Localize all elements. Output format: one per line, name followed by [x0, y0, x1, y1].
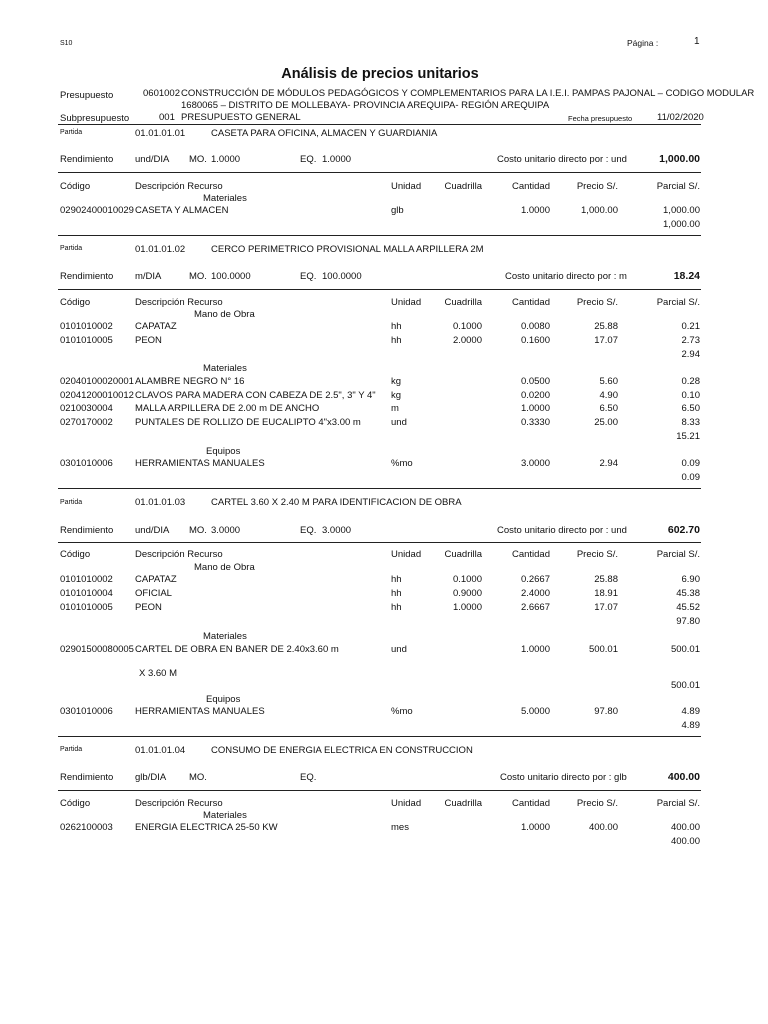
subtotal-materiales: 400.00 [670, 836, 700, 847]
header-divider [58, 124, 701, 125]
eq-label: EQ. [300, 271, 317, 282]
page-title: Análisis de precios unitarios [281, 66, 479, 82]
mo-value: 1.0000 [211, 154, 241, 165]
section-divider [58, 790, 701, 791]
row-cantidad: 0.3330 [520, 417, 550, 428]
subtotal-materiales: 15.21 [676, 431, 700, 442]
rendimiento-unit: m/DIA [135, 271, 162, 282]
partida-code: 01.01.01.03 [135, 497, 186, 508]
col-precio: Precio S/. [576, 549, 618, 560]
col-codigo: Código [60, 181, 91, 192]
col-cantidad: Cantidad [511, 297, 550, 308]
col-unidad: Unidad [391, 798, 422, 809]
presupuesto-desc-line1: CONSTRUCCIÓN DE MÓDULOS PEDAGÓGICOS Y COMPLEMENTARIOS PARA LA I.E.I. PAMPAS PAJONAL – CODIGO MODULAR [181, 88, 755, 99]
subtotal-mano-de-obra: 2.94 [681, 349, 700, 360]
partida-desc: CARTEL 3.60 X 2.40 M PARA IDENTIFICACION DE OBRA [211, 497, 462, 508]
partida-code: 01.01.01.02 [135, 244, 186, 255]
presupuesto-label: Presupuesto [60, 90, 114, 101]
col-parcial: Parcial S/. [656, 549, 700, 560]
row-unidad: %mo [391, 458, 413, 469]
subtotal-equipos: 4.89 [681, 720, 700, 731]
row-parcial: 500.01 [670, 644, 700, 655]
costo-value: 602.70 [667, 524, 700, 536]
row-codigo: 0101010002 [60, 321, 113, 332]
row-cantidad: 1.0000 [520, 205, 550, 216]
row-descripcion: PEON [135, 335, 162, 346]
row-precio: 400.00 [588, 822, 618, 833]
col-precio: Precio S/. [576, 297, 618, 308]
rendimiento-label: Rendimiento [60, 154, 114, 165]
subtotal-mano-de-obra: 97.80 [676, 616, 700, 627]
subpresupuesto-desc: PRESUPUESTO GENERAL [181, 112, 301, 123]
col-cantidad: Cantidad [511, 181, 550, 192]
row-descripcion: CAPATAZ [135, 321, 177, 332]
row-descripcion: CLAVOS PARA MADERA CON CABEZA DE 2.5", 3" Y 4" [135, 390, 376, 401]
col-parcial: Parcial S/. [656, 297, 700, 308]
col-parcial: Parcial S/. [656, 181, 700, 192]
col-descripcion: Descripción Recurso [135, 549, 223, 560]
row-parcial: 0.21 [681, 321, 700, 332]
section-divider [58, 172, 701, 173]
row-cantidad: 2.4000 [520, 588, 550, 599]
mo-value: 3.0000 [211, 525, 241, 536]
group-mano-de-obra: Mano de Obra [194, 309, 255, 320]
row-descripcion: CARTEL DE OBRA EN BANER DE 2.40x3.60 m [135, 644, 339, 655]
col-unidad: Unidad [391, 297, 422, 308]
row-unidad: glb [391, 205, 404, 216]
col-descripcion: Descripción Recurso [135, 798, 223, 809]
row-codigo: 02902400010029 [60, 205, 134, 216]
row-codigo: 02040100020001 [60, 376, 134, 387]
col-codigo: Código [60, 297, 91, 308]
partida-code: 01.01.01.01 [135, 128, 186, 139]
group-materiales: Materiales [203, 363, 247, 374]
row-codigo: 0101010005 [60, 335, 113, 346]
row-precio: 4.90 [599, 390, 618, 401]
col-unidad: Unidad [391, 181, 422, 192]
rendimiento-label: Rendimiento [60, 525, 114, 536]
row-cuadrilla: 1.0000 [452, 602, 482, 613]
row-unidad: kg [391, 390, 402, 401]
eq-value: 3.0000 [322, 525, 352, 536]
row-codigo: 0101010004 [60, 588, 113, 599]
row-descripcion: ALAMBRE NEGRO N° 16 [135, 376, 245, 387]
partida-divider [58, 488, 701, 489]
row-precio: 25.00 [594, 417, 618, 428]
rendimiento-unit: und/DIA [135, 154, 170, 165]
rendimiento-label: Rendimiento [60, 271, 114, 282]
col-cuadrilla: Cuadrilla [444, 297, 482, 308]
row-precio: 2.94 [599, 458, 618, 469]
row-descripcion: HERRAMIENTAS MANUALES [135, 458, 265, 469]
row-unidad: hh [391, 335, 402, 346]
row-precio: 5.60 [599, 376, 618, 387]
row-parcial: 0.10 [681, 390, 700, 401]
col-precio: Precio S/. [576, 181, 618, 192]
row-parcial: 8.33 [681, 417, 700, 428]
eq-value: 1.0000 [322, 154, 352, 165]
row-cantidad: 3.0000 [520, 458, 550, 469]
costo-label: Costo unitario directo por : glb [500, 772, 627, 783]
row-cuadrilla: 2.0000 [452, 335, 482, 346]
costo-label: Costo unitario directo por : und [497, 525, 627, 536]
partida-desc: CONSUMO DE ENERGIA ELECTRICA EN CONSTRUCCION [211, 745, 473, 756]
group-mano-de-obra: Mano de Obra [194, 562, 255, 573]
partida-divider [58, 736, 701, 737]
row-descripcion: HERRAMIENTAS MANUALES [135, 706, 265, 717]
row-descripcion: CASETA Y ALMACEN [135, 205, 229, 216]
row-codigo: 02041200010012 [60, 390, 134, 401]
mo-label: MO. [189, 154, 207, 165]
row-parcial: 1,000.00 [663, 205, 700, 216]
section-divider [58, 289, 701, 290]
row-cantidad: 1.0000 [520, 644, 550, 655]
page-number: 1 [694, 36, 700, 47]
mo-value: 100.0000 [211, 271, 251, 282]
eq-label: EQ. [300, 525, 317, 536]
costo-label: Costo unitario directo por : und [497, 154, 627, 165]
row-cantidad: 0.2667 [520, 574, 550, 585]
col-cantidad: Cantidad [511, 549, 550, 560]
row-parcial: 0.09 [681, 458, 700, 469]
row-codigo: 0301010006 [60, 458, 113, 469]
row-descripcion: PEON [135, 602, 162, 613]
partida-label: Partida [60, 129, 83, 136]
row-unidad: hh [391, 574, 402, 585]
col-descripcion: Descripción Recurso [135, 297, 223, 308]
partida-desc: CASETA PARA OFICINA, ALMACEN Y GUARDIANIA [211, 128, 438, 139]
row-precio: 6.50 [599, 403, 618, 414]
row-descripcion: MALLA ARPILLERA DE 2.00 m DE ANCHO [135, 403, 320, 414]
row-parcial: 6.90 [681, 574, 700, 585]
row-precio: 18.91 [594, 588, 618, 599]
row-unidad: hh [391, 321, 402, 332]
col-cuadrilla: Cuadrilla [444, 549, 482, 560]
costo-label: Costo unitario directo por : m [505, 271, 627, 282]
row-unidad: hh [391, 588, 402, 599]
costo-value: 18.24 [673, 270, 700, 282]
mo-label: MO. [189, 772, 207, 783]
rendimiento-unit: glb/DIA [135, 772, 167, 783]
row-unidad: mes [391, 822, 409, 833]
costo-value: 1,000.00 [659, 153, 700, 165]
col-descripcion: Descripción Recurso [135, 181, 223, 192]
row-codigo: 0262100003 [60, 822, 113, 833]
row-codigo: 0101010005 [60, 602, 113, 613]
subpresupuesto-code: 001 [159, 112, 175, 123]
col-cuadrilla: Cuadrilla [444, 181, 482, 192]
row-codigo: 02901500080005 [60, 644, 134, 655]
eq-label: EQ. [300, 772, 317, 783]
col-cuadrilla: Cuadrilla [444, 798, 482, 809]
row-cantidad: 0.0080 [520, 321, 550, 332]
partida-code: 01.01.01.04 [135, 745, 186, 756]
subpresupuesto-label: Subpresupuesto [60, 113, 130, 124]
row-unidad: und [391, 417, 407, 428]
mo-label: MO. [189, 525, 207, 536]
col-cantidad: Cantidad [511, 798, 550, 809]
row-cantidad: 0.1600 [520, 335, 550, 346]
rendimiento-unit: und/DIA [135, 525, 170, 536]
group-materiales: Materiales [203, 193, 247, 204]
partida-desc: CERCO PERIMETRICO PROVISIONAL MALLA ARPILLERA 2M [211, 244, 484, 255]
row-parcial: 2.73 [681, 335, 700, 346]
col-precio: Precio S/. [576, 798, 618, 809]
row-codigo: 0210030004 [60, 403, 113, 414]
row-cantidad: 0.0200 [520, 390, 550, 401]
group-materiales: Materiales [203, 810, 247, 821]
row-parcial: 45.38 [676, 588, 700, 599]
row-precio: 17.07 [594, 335, 618, 346]
row-descripcion: PUNTALES DE ROLLIZO DE EUCALIPTO 4"x3.00 m [135, 417, 361, 428]
row-codigo: 0101010002 [60, 574, 113, 585]
subtotal-materiales: 1,000.00 [663, 219, 700, 230]
mo-label: MO. [189, 271, 207, 282]
row-unidad: m [391, 403, 399, 414]
costo-value: 400.00 [667, 771, 700, 783]
col-unidad: Unidad [391, 549, 422, 560]
row-descripcion: CAPATAZ [135, 574, 177, 585]
row-parcial: 0.28 [681, 376, 700, 387]
subtotal-equipos: 0.09 [681, 472, 700, 483]
row-cuadrilla: 0.1000 [452, 574, 482, 585]
eq-label: EQ. [300, 154, 317, 165]
rendimiento-label: Rendimiento [60, 772, 114, 783]
partida-label: Partida [60, 245, 83, 252]
group-equipos: Equipos [206, 446, 241, 457]
eq-value: 100.0000 [322, 271, 362, 282]
presupuesto-code: 0601002 [143, 88, 180, 99]
page-label: Página : [627, 38, 659, 48]
presupuesto-desc-line2: 1680065 – DISTRITO DE MOLLEBAYA- PROVINCIA AREQUIPA- REGIÓN AREQUIPA [181, 100, 550, 111]
row-parcial: 6.50 [681, 403, 700, 414]
fecha-label: Fecha presupuesto [568, 114, 633, 123]
row-cantidad: 5.0000 [520, 706, 550, 717]
row-codigo: 0270170002 [60, 417, 113, 428]
system-code: S10 [60, 40, 73, 47]
row-descripcion-continued: X 3.60 M [139, 668, 178, 679]
fecha-value: 11/02/2020 [657, 112, 704, 123]
row-cantidad: 2.6667 [520, 602, 550, 613]
row-cuadrilla: 0.1000 [452, 321, 482, 332]
row-precio: 17.07 [594, 602, 618, 613]
row-precio: 25.88 [594, 321, 618, 332]
row-codigo: 0301010006 [60, 706, 113, 717]
row-cantidad: 1.0000 [520, 403, 550, 414]
partida-label: Partida [60, 499, 83, 506]
partida-label: Partida [60, 746, 83, 753]
row-parcial: 45.52 [676, 602, 700, 613]
row-unidad: %mo [391, 706, 413, 717]
col-parcial: Parcial S/. [656, 798, 700, 809]
row-unidad: hh [391, 602, 402, 613]
row-parcial: 4.89 [681, 706, 700, 717]
row-cantidad: 1.0000 [520, 822, 550, 833]
row-cantidad: 0.0500 [520, 376, 550, 387]
section-divider [58, 542, 701, 543]
row-precio: 500.01 [588, 644, 618, 655]
group-equipos: Equipos [206, 694, 241, 705]
row-precio: 25.88 [594, 574, 618, 585]
col-codigo: Código [60, 549, 91, 560]
group-materiales: Materiales [203, 631, 247, 642]
row-descripcion: OFICIAL [135, 588, 172, 599]
partida-divider [58, 235, 701, 236]
subtotal-materiales: 500.01 [670, 680, 700, 691]
row-unidad: und [391, 644, 407, 655]
row-precio: 97.80 [594, 706, 618, 717]
row-descripcion: ENERGIA ELECTRICA 25-50 KW [135, 822, 278, 833]
row-unidad: kg [391, 376, 402, 387]
row-cuadrilla: 0.9000 [452, 588, 482, 599]
row-precio: 1,000.00 [581, 205, 618, 216]
row-parcial: 400.00 [670, 822, 700, 833]
col-codigo: Código [60, 798, 91, 809]
